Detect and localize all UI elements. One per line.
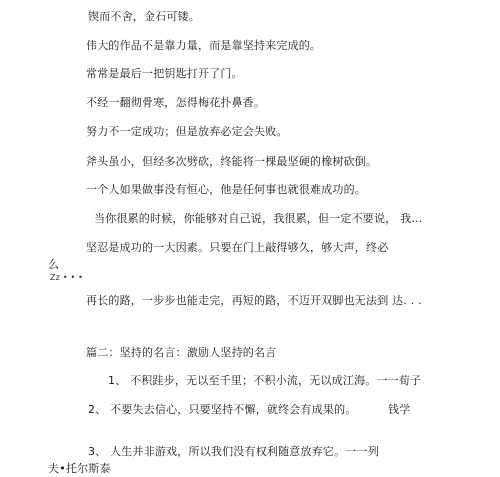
quote-line-9: 坚忍是成功的一大因素。只要在门上敲得够久，够大声，终必 — [86, 241, 389, 254]
quote-line-8: 当你很累的时候，你能够对自己说，我很累，但一定不要说， 我… — [94, 212, 423, 225]
quote-line-7: 一个人如果做事没有恒心，他是任何事也就很难成功的。 — [86, 183, 366, 196]
list-item-2: 2、 不要失去信心，只要坚持不懈，就终会有成果的。 — [88, 403, 357, 416]
list-item-3-author: 夫•托尔斯泰 — [48, 462, 111, 475]
quote-line-6: 斧头虽小，但经多次劈砍，终能将一棵最坚硬的橡树砍倒。 — [86, 155, 378, 168]
garbled-marks: Zz • • • — [50, 273, 84, 282]
quote-line-5: 努力不一定成功；但是放弃必定会失败。 — [86, 125, 288, 138]
quote-line-3: 常常是最后一把钥匙打开了门。 — [86, 67, 243, 80]
list-item-2-author: 钱学 — [388, 403, 411, 416]
quote-line-1: 锲而不舍，金石可镂。 — [88, 10, 200, 23]
quote-line-10: 再长的路，一步步也能走完，再短的路，不迈开双脚也无法到 达. . . — [86, 294, 422, 307]
quote-line-2: 伟大的作品不是靠力量，而是靠坚持来完成的。 — [86, 39, 322, 52]
list-item-1: 1、 不积跬步，无以至千里；不积小流，无以成江海。一一荀子 — [108, 374, 422, 387]
section-heading: 篇二：坚持的名言：激励人坚持的名言 — [86, 346, 277, 359]
list-item-3: 3、 人生并非游戏，所以我们没有权利随意放弃它。一一列 — [88, 445, 379, 458]
quote-line-4: 不经一翻彻骨寒，怎得梅花扑鼻香。 — [86, 96, 266, 109]
quote-line-9-continued: 么 — [48, 258, 60, 271]
